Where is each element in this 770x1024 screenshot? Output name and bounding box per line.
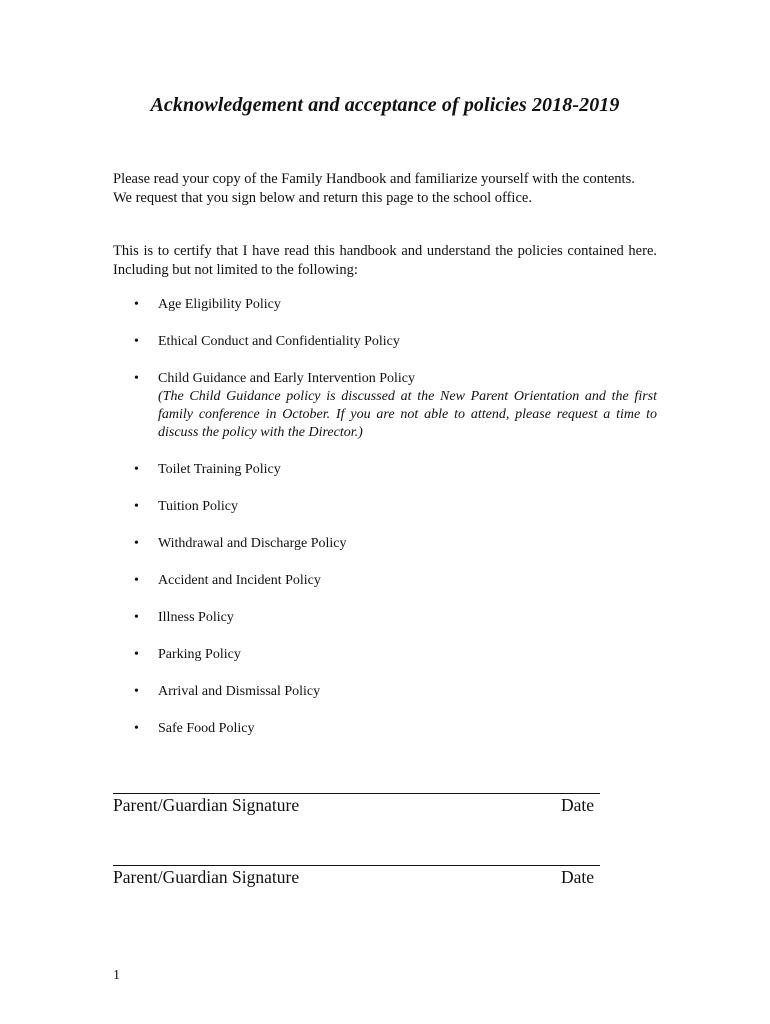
policy-label: Safe Food Policy	[158, 721, 255, 736]
list-item	[113, 683, 657, 701]
policy-label: Toilet Training Policy	[158, 462, 281, 477]
bullet-icon: •	[134, 297, 139, 312]
policy-list	[113, 296, 657, 757]
policy-label: Tuition Policy	[158, 499, 239, 514]
policy-label: Illness Policy	[158, 610, 234, 625]
signature-label: Parent/Guardian Signature	[113, 867, 300, 887]
bullet-icon: •	[134, 573, 139, 588]
policy-label: Child Guidance and Early Intervention Policy	[158, 371, 415, 386]
signature-line[interactable]	[113, 847, 600, 866]
bullet-icon: •	[134, 721, 139, 736]
date-label: Date	[560, 867, 594, 887]
list-item	[113, 572, 657, 590]
signature-label: Parent/Guardian Signature	[113, 795, 300, 815]
bullet-icon: •	[134, 334, 139, 349]
list-item	[113, 609, 657, 627]
list-item	[113, 498, 657, 516]
intro-line: Please read your copy of the Family Handbook and familiarize yourself with the contents.	[113, 171, 635, 187]
bullet-icon: •	[134, 371, 139, 386]
bullet-icon: •	[134, 536, 139, 551]
intro-line: We request that you sign below and return this page to the school office.	[113, 190, 532, 206]
bullet-icon: •	[134, 684, 139, 699]
policy-label: Arrival and Dismissal Policy	[158, 684, 321, 699]
signature-row	[113, 867, 594, 888]
list-item	[113, 461, 657, 479]
date-label: Date	[560, 795, 594, 815]
policy-label: Age Eligibility Policy	[158, 297, 281, 312]
bullet-icon: •	[134, 499, 139, 514]
policy-label: Ethical Conduct and Confidentiality Policy	[158, 334, 400, 349]
policy-label: Parking Policy	[158, 647, 241, 662]
list-item	[113, 720, 657, 738]
intro-paragraph	[113, 170, 657, 208]
list-item	[113, 296, 657, 314]
bullet-icon: •	[134, 610, 139, 625]
list-item	[113, 535, 657, 553]
list-item	[113, 370, 657, 442]
signature-line[interactable]	[113, 775, 600, 794]
policy-label: Withdrawal and Discharge Policy	[158, 536, 347, 551]
certify-text: This is to certify that I have read this handbook and understand the policies contained here. Including but not limited to the following:	[113, 243, 657, 278]
bullet-icon: •	[134, 462, 139, 477]
page-number: 1	[113, 968, 120, 983]
policy-label: Accident and Incident Policy	[158, 573, 321, 588]
policy-note: (The Child Guidance policy is discussed at the New Parent Orientation and the first family conference in October. If you are not able to attend, please request a time to discuss the policy with the Director.)	[158, 389, 657, 440]
list-item	[113, 333, 657, 351]
page-title: Acknowledgement and acceptance of policies 2018-2019	[150, 94, 620, 116]
signature-row	[113, 795, 594, 816]
list-item	[113, 646, 657, 664]
certify-paragraph	[113, 242, 657, 280]
bullet-icon: •	[134, 647, 139, 662]
